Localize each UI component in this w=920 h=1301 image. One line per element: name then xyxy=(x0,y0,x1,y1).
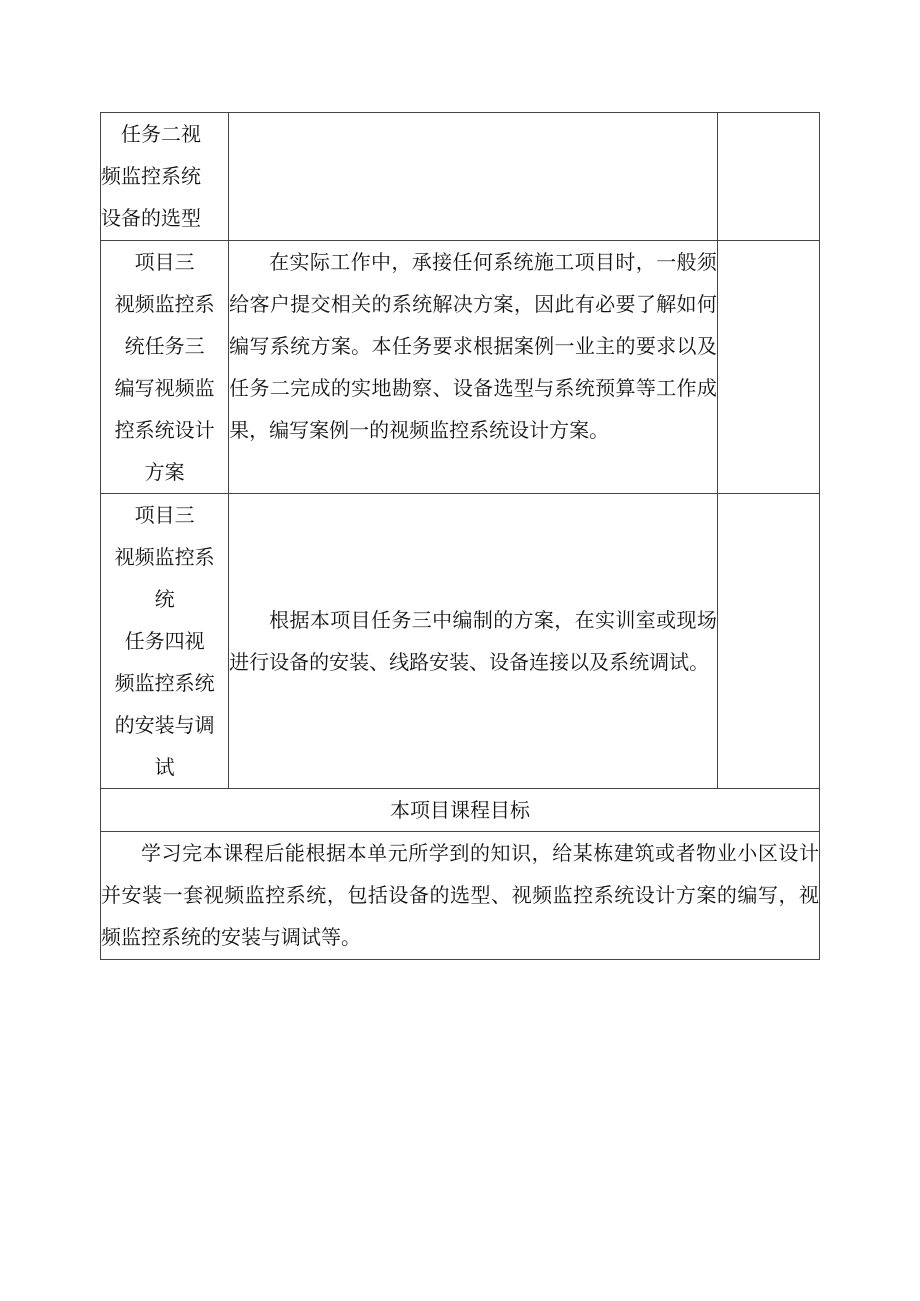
task-description-cell xyxy=(229,241,718,494)
task-line: 的安装与调 xyxy=(114,713,215,737)
task-line: 项目三 xyxy=(134,250,195,274)
course-task-table xyxy=(100,112,820,960)
task-line: 统任务三 xyxy=(124,334,205,358)
goal-body-row xyxy=(101,832,820,960)
task-description: 根据本项目任务三中编制的方案，在实训室或现场进行设备的安装、线路安装、设备连接以及系统调试。 xyxy=(229,608,717,674)
task-line: 频监控系统 xyxy=(114,671,215,695)
task-name-cell xyxy=(101,113,229,241)
task-line: 任务四视 xyxy=(124,629,205,653)
remarks-cell xyxy=(717,113,819,241)
goal-heading-row xyxy=(101,789,820,832)
task-line: 编写视频监 xyxy=(114,376,215,400)
remarks-cell xyxy=(717,494,819,789)
remarks-cell xyxy=(717,241,819,494)
task-line: 视频监控系 xyxy=(114,545,215,569)
task-description-cell xyxy=(229,113,718,241)
task-line: 统 xyxy=(154,587,175,611)
task-line: 频监控系统 xyxy=(101,164,201,188)
task-name-cell xyxy=(101,494,229,789)
task-line: 控系统设计 xyxy=(114,418,215,442)
table-row xyxy=(101,494,820,789)
goal-text: 学习完本课程后能根据本单元所学到的知识，给某栋建筑或者物业小区设计并安装一套视频监控系统，包括设备的选型、视频监控系统设计方案的编写，视频监控系统的安装与调试等。 xyxy=(101,841,819,949)
table-row xyxy=(101,241,820,494)
task-line: 方案 xyxy=(144,460,185,484)
task-line: 试 xyxy=(154,755,175,779)
task-description-cell xyxy=(229,494,718,789)
task-line: 任务二视 xyxy=(121,122,201,146)
task-line: 项目三 xyxy=(134,503,195,527)
table-row xyxy=(101,113,820,241)
task-name-cell xyxy=(101,241,229,494)
task-line: 设备的选型 xyxy=(101,206,201,230)
goal-heading: 本项目课程目标 xyxy=(101,789,820,832)
task-line: 视频监控系 xyxy=(114,292,215,316)
goal-cell xyxy=(101,832,820,960)
task-description: 在实际工作中，承接任何系统施工项目时，一般须给客户提交相关的系统解决方案，因此有必要了解如何编写系统方案。本任务要求根据案例一业主的要求以及任务二完成的实地勘察、设备选型与系统预算等工作成果，编写案例一的视频监控系统设计方案。 xyxy=(229,250,717,442)
